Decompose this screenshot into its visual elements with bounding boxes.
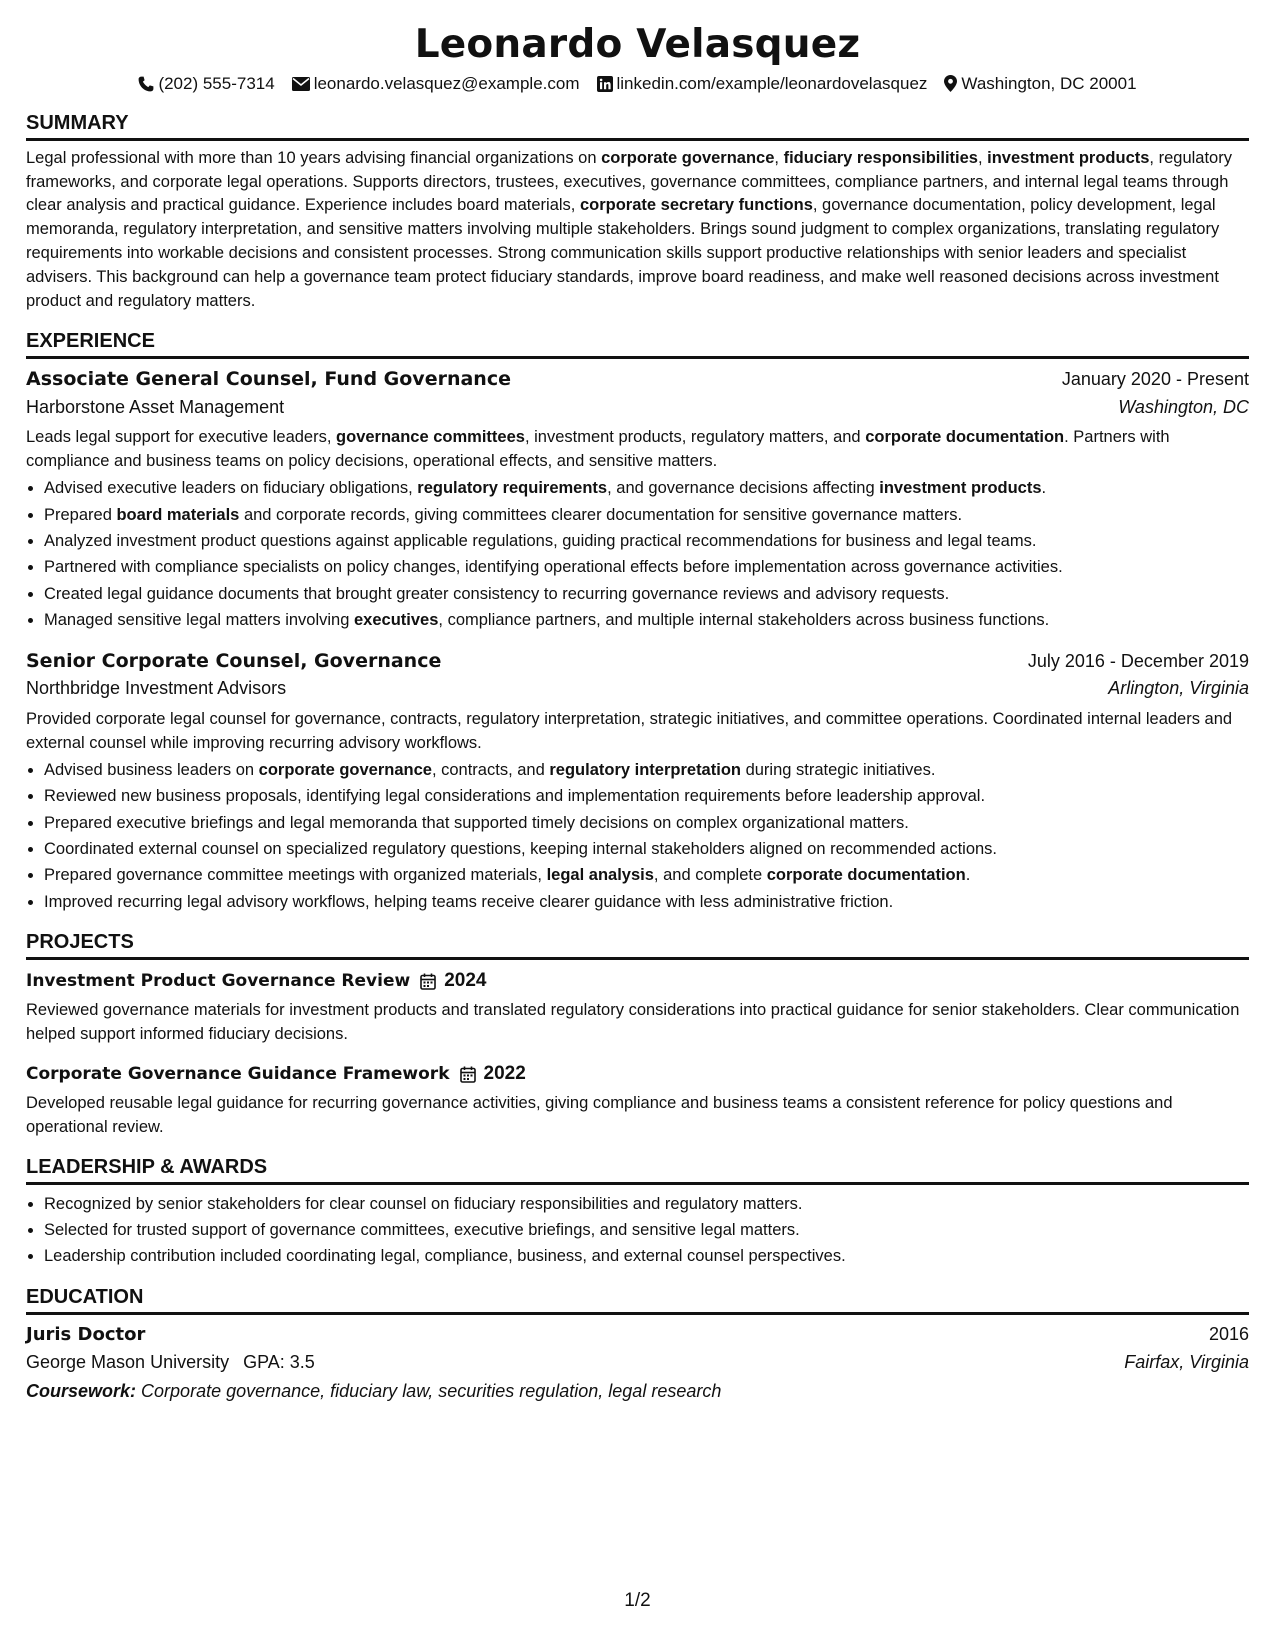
job-bullet: • Managed sensitive legal matters involving executives, compliance partners, and multiple internal stakeholders across business functions. bbox=[44, 607, 1249, 633]
phone-icon bbox=[138, 76, 154, 92]
job-bullet: • Advised executive leaders on fiduciary obligations, regulatory requirements, and governance decisions affecting investment products. bbox=[44, 475, 1249, 501]
resume-header bbox=[26, 22, 1249, 96]
project-description: Developed reusable legal guidance for recurring governance activities, giving compliance and business teams a consistent reference for policy questions and operational review. bbox=[26, 1093, 1173, 1136]
emphasis-text: governance committees bbox=[336, 428, 525, 447]
experience-section bbox=[26, 329, 1249, 915]
project-year: 2024 bbox=[444, 970, 487, 992]
job-bullet: • Prepared board materials and corporate records, giving committees clearer documentation for sensitive governance matters. bbox=[44, 502, 1249, 528]
contact-bar bbox=[26, 72, 1249, 96]
leadership-item: • Recognized by senior stakeholders for clear counsel on fiduciary responsibilities and regulatory matters. bbox=[44, 1191, 1249, 1217]
graduation-year: 2016 bbox=[1208, 1323, 1249, 1344]
job-bullet: • Improved recurring legal advisory workflows, helping teams receive clearer guidance with less administrative friction. bbox=[44, 889, 1249, 915]
job-dates: January 2020 - Present bbox=[1061, 369, 1249, 390]
degree-name: Juris Doctor bbox=[26, 1323, 146, 1345]
calendar-icon bbox=[460, 1066, 476, 1083]
project-description: Reviewed governance materials for investment products and translated regulatory considerations into practical guidance for senior stakeholders. Clear communication helped support informed fiduciary decisions. bbox=[26, 1000, 1240, 1043]
school-location: Fairfax, Virginia bbox=[1124, 1351, 1249, 1372]
emphasis-text: corporate governance bbox=[601, 148, 775, 167]
job-bullet: • Reviewed new business proposals, identifying legal considerations and implementation requirements before leadership approval. bbox=[44, 783, 1249, 809]
job-dates: July 2016 - December 2019 bbox=[1027, 650, 1249, 671]
leadership-item: • Leadership contribution included coordinating legal, compliance, business, and external counsel perspectives. bbox=[44, 1243, 1249, 1269]
job-bullet: • Prepared governance committee meetings with organized materials, legal analysis, and complete corporate documentation. bbox=[44, 862, 1249, 888]
job-bullet: • Coordinated external counsel on specialized regulatory questions, keeping internal stakeholders aligned on recommended actions. bbox=[44, 836, 1249, 862]
contact-location-text: Washington, DC 20001 bbox=[961, 73, 1137, 93]
contact-phone bbox=[138, 72, 274, 96]
leadership-section bbox=[26, 1155, 1249, 1270]
page-number: 1/2 bbox=[624, 1590, 651, 1611]
envelope-icon bbox=[292, 77, 310, 91]
education-section bbox=[26, 1285, 1249, 1406]
emphasis-text: corporate documentation bbox=[865, 428, 1065, 447]
section-title-projects: PROJECTS bbox=[26, 930, 1249, 960]
job-entry bbox=[26, 365, 1249, 634]
project-name: Investment Product Governance Review bbox=[26, 970, 411, 991]
job-bullet: • Prepared executive briefings and legal memoranda that supported timely decisions on complex organizational matters. bbox=[44, 810, 1249, 836]
summary-section bbox=[26, 111, 1249, 314]
emphasis-text: corporate secretary functions bbox=[579, 196, 813, 215]
emphasis-text: investment products bbox=[879, 479, 1042, 498]
emphasis-text: corporate documentation bbox=[766, 866, 966, 885]
linkedin-icon bbox=[597, 76, 613, 92]
emphasis-text: investment products bbox=[987, 148, 1150, 167]
job-title: Associate General Counsel, Fund Governance bbox=[26, 368, 511, 391]
project-entry bbox=[26, 1059, 1249, 1139]
coursework bbox=[26, 1377, 1249, 1406]
school-name: George Mason University bbox=[26, 1351, 230, 1372]
project-year: 2022 bbox=[483, 1063, 526, 1085]
company-name: Harborstone Asset Management bbox=[26, 396, 285, 417]
summary-text: Legal professional with more than 10 years advising financial organizations on corporate governance, fiduciary responsibilities, investment products, regulatory frameworks, and corporate legal operations. Supports directors, trustees, executives, governance committees, compliance partners, and internal legal teams through clear analysis and practical guidance. Experience includes board materials, corporate secretary functions, governance documentation, policy development, legal memoranda, regulatory interpretation, and sensitive matters involving multiple stakeholders. Brings sound judgment to complex organizations, translating regulatory requirements into workable decisions and consistent processes. Strong communication skills support productive relationships with senior leaders and specialist advisers. This background can help a governance team protect fiduciary standards, improve board readiness, and make well reasoned decisions across investment product and regulatory matters. bbox=[26, 148, 1232, 311]
school-line bbox=[26, 1349, 315, 1377]
resume-page bbox=[26, 22, 1249, 1405]
emphasis-text: regulatory interpretation bbox=[549, 760, 741, 779]
job-bullet: • Partnered with compliance specialists on policy changes, identifying operational effects before implementation across governance activities. bbox=[44, 554, 1249, 580]
gpa: GPA: 3.5 bbox=[243, 1351, 315, 1372]
section-title-leadership: LEADERSHIP & AWARDS bbox=[26, 1155, 1249, 1185]
job-bullet: • Created legal guidance documents that brought greater consistency to recurring governance reviews and advisory requests. bbox=[44, 581, 1249, 607]
candidate-name: Leonardo Velasquez bbox=[414, 22, 861, 67]
contact-linkedin-text[interactable]: linkedin.com/example/leonardovelasquez bbox=[616, 73, 928, 93]
job-entry bbox=[26, 647, 1249, 916]
coursework-label: Coursework: bbox=[26, 1380, 137, 1401]
coursework-text: Corporate governance, fiduciary law, securities regulation, legal research bbox=[141, 1380, 722, 1401]
project-entry bbox=[26, 966, 1249, 1046]
job-title: Senior Corporate Counsel, Governance bbox=[26, 649, 442, 672]
contact-phone-text: (202) 555-7314 bbox=[158, 73, 275, 93]
calendar-icon bbox=[420, 973, 436, 990]
emphasis-text: legal analysis bbox=[546, 866, 654, 885]
emphasis-text: regulatory requirements bbox=[417, 479, 608, 498]
job-bullet: • Advised business leaders on corporate governance, contracts, and regulatory interpretation during strategic initiatives. bbox=[44, 757, 1249, 783]
leadership-item: • Selected for trusted support of governance committees, executive briefings, and sensitive legal matters. bbox=[44, 1217, 1249, 1243]
company-name: Northbridge Investment Advisors bbox=[26, 678, 287, 699]
section-title-experience: EXPERIENCE bbox=[26, 329, 1249, 359]
job-bullets bbox=[26, 475, 1249, 633]
job-location: Washington, DC bbox=[1118, 396, 1249, 417]
job-bullet: • Analyzed investment product questions against applicable regulations, guiding practical recommendations for business and legal teams. bbox=[44, 528, 1249, 554]
section-title-education: EDUCATION bbox=[26, 1285, 1249, 1315]
project-name: Corporate Governance Guidance Framework bbox=[26, 1064, 450, 1085]
contact-location bbox=[944, 72, 1136, 96]
project-date bbox=[420, 966, 486, 996]
project-date bbox=[460, 1059, 526, 1089]
emphasis-text: board materials bbox=[116, 505, 240, 524]
contact-linkedin[interactable] bbox=[597, 72, 928, 96]
job-description: Provided corporate legal counsel for governance, contracts, regulatory interpretation, strategic initiatives, and committee operations. Coordinated internal leaders and external counsel while improving recurring advisory workflows. bbox=[26, 710, 1233, 752]
projects-section bbox=[26, 930, 1249, 1139]
contact-email-text[interactable]: leonardo.velasquez@example.com bbox=[313, 73, 580, 93]
emphasis-text: corporate governance bbox=[258, 760, 432, 779]
contact-email[interactable] bbox=[292, 72, 580, 96]
emphasis-text: fiduciary responsibilities bbox=[783, 148, 978, 167]
map-pin-icon bbox=[944, 75, 957, 92]
job-location: Arlington, Virginia bbox=[1108, 678, 1249, 699]
job-bullets bbox=[26, 757, 1249, 915]
leadership-list bbox=[26, 1191, 1249, 1270]
job-description: Leads legal support for executive leaders, governance committees, investment products, regulatory matters, and corporate documentation. Partners with compliance and business teams on policy decisions, operational effects, and sensitive matters. bbox=[26, 428, 1170, 471]
emphasis-text: executives bbox=[354, 611, 439, 630]
section-title-summary: SUMMARY bbox=[26, 111, 1249, 141]
